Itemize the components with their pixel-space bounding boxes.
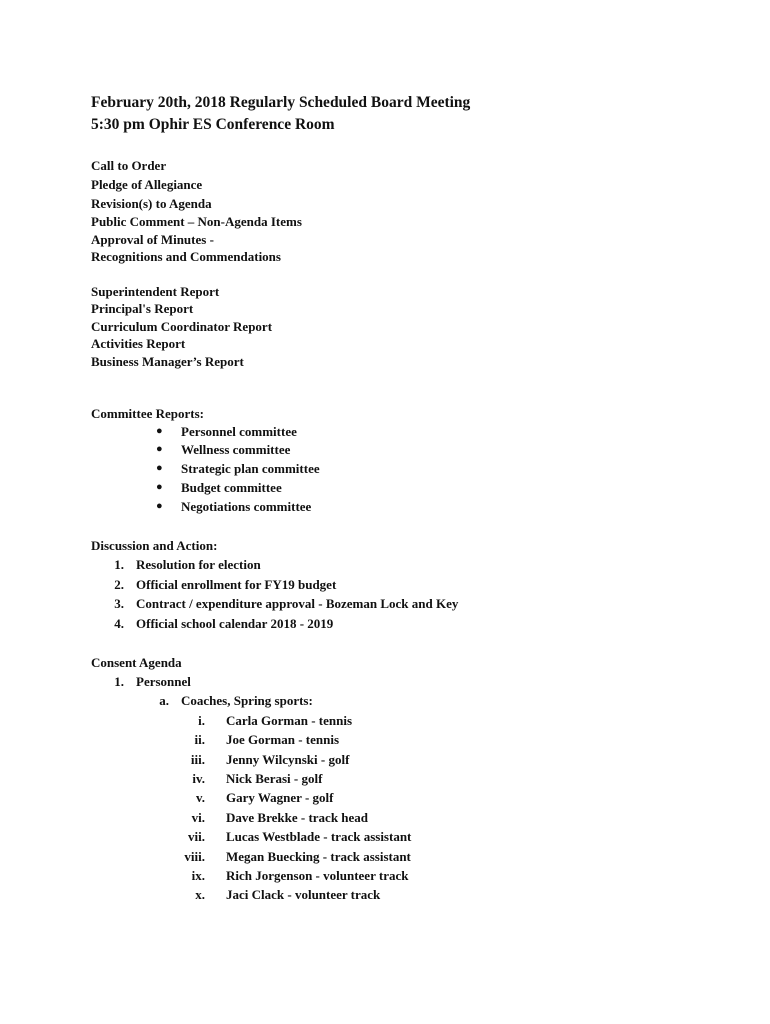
committee-item-label: Wellness committee: [181, 442, 291, 457]
roman-numeral: ix.: [191, 868, 205, 883]
consent-heading: Consent Agenda: [91, 655, 182, 670]
list-number: 2.: [114, 577, 124, 592]
report-line: Activities Report: [91, 336, 186, 351]
coach-entry: Megan Buecking - track assistant: [226, 849, 411, 864]
roman-numeral: iii.: [190, 752, 205, 767]
roman-numeral: v.: [195, 790, 205, 805]
roman-numeral: i.: [198, 713, 205, 728]
agenda-line: Revision(s) to Agenda: [91, 196, 212, 211]
coach-entry: Jenny Wilcynski - golf: [226, 752, 350, 767]
list-number: 3.: [114, 596, 124, 611]
coach-entry: Gary Wagner - golf: [226, 790, 334, 805]
report-line: Principal's Report: [91, 301, 194, 316]
committee-item-label: Personnel committee: [181, 424, 297, 439]
roman-numeral: iv.: [192, 771, 205, 786]
discussion-item: Official enrollment for FY19 budget: [136, 577, 337, 592]
committee-heading: Committee Reports:: [91, 406, 204, 421]
coach-entry: Jaci Clack - volunteer track: [226, 887, 381, 902]
agenda-line: Approval of Minutes -: [91, 232, 214, 247]
coach-entry: Lucas Westblade - track assistant: [226, 829, 412, 844]
coach-entry: Dave Brekke - track head: [226, 810, 369, 825]
agenda-line: Pledge of Allegiance: [91, 177, 203, 192]
consent-subitem: Coaches, Spring sports:: [181, 693, 313, 708]
bullet-icon: ●: [156, 481, 163, 493]
list-number: 4.: [114, 616, 124, 631]
coach-entry: Carla Gorman - tennis: [226, 713, 353, 728]
agenda-line: Public Comment – Non-Agenda Items: [91, 214, 302, 229]
list-number: 1.: [114, 557, 124, 572]
bullet-icon: ●: [156, 462, 163, 474]
agenda-line: Call to Order: [91, 158, 167, 173]
report-line: Business Manager’s Report: [91, 354, 244, 369]
meeting-title: February 20th, 2018 Regularly Scheduled Board Meeting: [91, 94, 471, 111]
roman-numeral: viii.: [184, 849, 205, 864]
report-line: Curriculum Coordinator Report: [91, 319, 273, 334]
bullet-icon: ●: [156, 500, 163, 512]
discussion-heading: Discussion and Action:: [91, 538, 218, 553]
roman-numeral: x.: [195, 887, 205, 902]
coach-entry: Nick Berasi - golf: [226, 771, 323, 786]
bullet-icon: ●: [156, 425, 163, 437]
roman-numeral: vi.: [191, 810, 205, 825]
coach-entry: Rich Jorgenson - volunteer track: [226, 868, 409, 883]
report-line: Superintendent Report: [91, 284, 220, 299]
discussion-item: Official school calendar 2018 - 2019: [136, 616, 334, 631]
committee-item-label: Budget committee: [181, 480, 282, 495]
committee-item-label: Strategic plan committee: [181, 461, 320, 476]
coach-entry: Joe Gorman - tennis: [226, 732, 340, 747]
meeting-location: 5:30 pm Ophir ES Conference Room: [91, 116, 335, 133]
consent-item: Personnel: [136, 674, 191, 689]
discussion-item: Resolution for election: [136, 557, 261, 572]
roman-numeral: vii.: [188, 829, 205, 844]
list-number: 1.: [114, 674, 124, 689]
roman-numeral: ii.: [194, 732, 205, 747]
discussion-item: Contract / expenditure approval - Bozeman Lock and Key: [136, 596, 459, 611]
list-letter: a.: [159, 693, 169, 708]
agenda-line: Recognitions and Commendations: [91, 249, 281, 264]
bullet-icon: ●: [156, 443, 163, 455]
committee-item-label: Negotiations committee: [181, 499, 312, 514]
